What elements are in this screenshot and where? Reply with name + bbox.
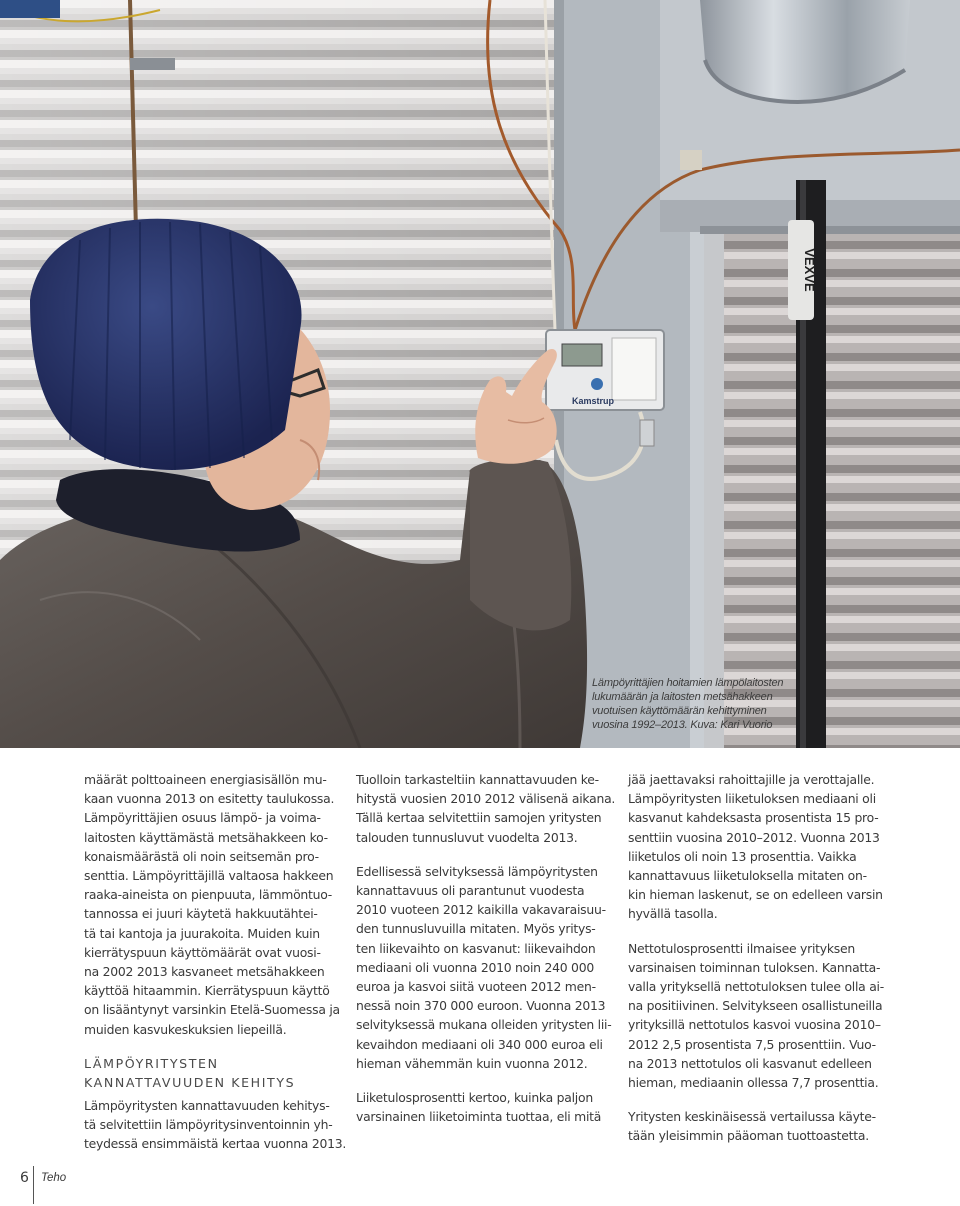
- text-line: laitosten käyttämästä metsähakkeen ko-: [84, 829, 328, 845]
- text-line: tannossa ei juuri käytetä hakkuutähtei-: [84, 906, 318, 922]
- page-number: 6: [20, 1170, 29, 1186]
- pipe-label: VEXVE: [802, 248, 817, 292]
- photo-caption: [592, 676, 792, 732]
- heading-line: KANNATTAVUUDEN KEHITYS: [84, 1074, 296, 1090]
- text-column-2: [356, 770, 616, 1126]
- text-line: Lämpöyritysten kannattavuuden kehitys-: [84, 1097, 330, 1113]
- text-line: ten liikevaihto on kasvanut: liikevaihdon: [356, 940, 596, 956]
- text-column-1: [84, 770, 346, 1153]
- text-line: kierrätyspuun käyttömäärät ovat vuosi-: [84, 944, 321, 960]
- text-line: käyttöä hitaammin. Kierrätyspuun käyttö: [84, 983, 330, 999]
- paragraph: [84, 770, 346, 1039]
- text-line: na positiivinen. Selvitykseen osallistuneilla: [628, 998, 883, 1014]
- text-line: kannattavuus oli parantunut vuodesta: [356, 883, 585, 899]
- text-line: senttia. Lämpöyrittäjillä valtaosa hakkeen: [84, 868, 334, 884]
- text-line: Lämpöyritysten liiketuloksen mediaani oli: [628, 791, 876, 807]
- text-line: hieman vähemmän kuin vuonna 2012.: [356, 1055, 588, 1071]
- caption-line: Lämpöyrittäjien hoitamien lämpölaitosten: [592, 677, 784, 689]
- text-line: 2012 2,5 prosentista 7,5 prosenttiin. Vuo-: [628, 1036, 876, 1052]
- caption-line: vuosina 1992–2013. Kuva: Kari Vuorio: [592, 719, 773, 731]
- paragraph: [628, 939, 882, 1093]
- text-line: kevaihdon mediaani oli 340 000 euroa eli: [356, 1036, 603, 1052]
- text-line: Tällä kertaa selvitettiin samojen yritysten: [356, 810, 602, 826]
- footer-divider: [33, 1166, 34, 1204]
- text-line: liiketulos oli noin 13 prosenttia. Vaikka: [628, 848, 857, 864]
- text-line: kannattavuus liiketuloksella mitaten on-: [628, 868, 867, 884]
- text-line: hyvällä tasolla.: [628, 906, 718, 922]
- text-line: Liiketulosprosentti kertoo, kuinka paljon: [356, 1090, 593, 1106]
- text-line: senttiin vuosina 2010–2012. Vuonna 2013: [628, 829, 880, 845]
- text-line: yrityksillä nettotulos kasvoi vuosina 2010–: [628, 1017, 881, 1033]
- text-line: euroa ja kasvoi siitä vuoteen 2012 men-: [356, 979, 596, 995]
- text-line: hieman, mediaanin ollessa 7,7 prosenttia.: [628, 1075, 879, 1091]
- text-line: varsinainen liiketoiminta tuottaa, eli mitä: [356, 1109, 602, 1125]
- heading-line: LÄMPÖYRITYSTEN: [84, 1055, 219, 1071]
- text-line: tään yleisimmin pääoman tuottoastetta.: [628, 1128, 869, 1144]
- text-line: varsinaisen toiminnan tuloksen. Kannatta-: [628, 959, 881, 975]
- paragraph: [84, 1096, 346, 1154]
- text-line: Nettotulosprosentti ilmaisee yrityksen: [628, 940, 855, 956]
- text-line: kaan vuonna 2013 on esitetty taulukossa.: [84, 791, 335, 807]
- text-line: na 2013 nettotulos oli kasvanut edelleen: [628, 1055, 872, 1071]
- text-line: mediaani oli vuonna 2010 noin 240 000: [356, 959, 594, 975]
- text-line: tä tai kantoja ja juurakoita. Muiden kuin: [84, 925, 320, 941]
- text-line: jää jaettavaksi rahoittajille ja verottajalle.: [628, 772, 875, 787]
- text-line: Lämpöyrittäjien osuus lämpö- ja voima-: [84, 810, 321, 826]
- text-line: talouden tunnusluvut vuodelta 2013.: [356, 829, 578, 845]
- paragraph: [356, 862, 610, 1073]
- text-line: na 2002 2013 kasvaneet metsähakkeen: [84, 964, 325, 980]
- journal-name: Teho: [41, 1172, 67, 1184]
- text-line: Tuolloin tarkasteltiin kannattavuuden ke-: [356, 772, 599, 787]
- paragraph: [628, 770, 882, 924]
- text-line: muiden kasvukeskuksien liepeillä.: [84, 1021, 287, 1037]
- paragraph: [628, 1107, 882, 1145]
- text-line: on lisääntynyt varsinkin Etelä-Suomessa ja: [84, 1002, 340, 1018]
- text-line: raaka-aineista on pienpuuta, lämmöntuo-: [84, 887, 333, 903]
- text-line: tä selvitettiin lämpöyritysinventoinnin yh-: [84, 1117, 333, 1133]
- text-line: määrät polttoaineen energiasisällön mu-: [84, 772, 327, 787]
- text-line: kin hieman laskenut, se on edelleen varsin: [628, 887, 883, 903]
- paragraph: [356, 770, 616, 847]
- caption-line: lukumäärän ja laitosten metsähakkeen: [592, 691, 773, 703]
- text-line: konaismäärästä oli noin seitsemän pro-: [84, 848, 319, 864]
- text-line: 2010 vuoteen 2012 kaikilla vakavaraisuu-: [356, 902, 606, 918]
- section-heading: [84, 1054, 346, 1092]
- text-line: Yritysten keskinäisessä vertailussa käyte-: [628, 1109, 876, 1125]
- paragraph: [356, 1088, 610, 1126]
- text-line: nessä noin 370 000 euroon. Vuonna 2013: [356, 998, 606, 1014]
- text-line: valla yrityksellä nettotuloksen tulee olla ai-: [628, 979, 884, 995]
- text-line: Edellisessä selvityksessä lämpöyritysten: [356, 863, 598, 879]
- text-column-3: [628, 770, 882, 1146]
- text-line: hitystä vuosien 2010 2012 välisenä aikana.: [356, 791, 616, 807]
- text-line: selvityksessä mukana olleiden yritysten lii-: [356, 1017, 612, 1033]
- text-line: teydessä ensimmäistä kertaa vuonna 2013.: [84, 1136, 347, 1152]
- text-line: den tunnusluvuilla mitaten. Myös yritys-: [356, 921, 596, 937]
- meter-brand: Kamstrup: [572, 396, 615, 406]
- caption-line: vuotuisen käyttömäärän kehittyminen: [592, 705, 767, 717]
- text-line: kasvanut kahdeksasta prosentista 15 pro-: [628, 810, 879, 826]
